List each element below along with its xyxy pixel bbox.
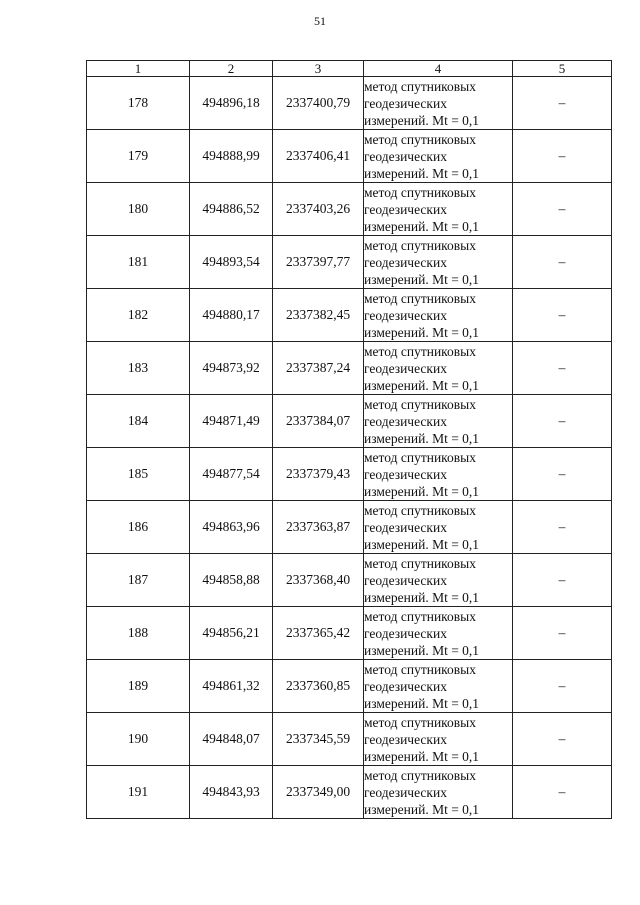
column-5-cell: –	[513, 766, 612, 819]
method-line: метод спутниковых	[364, 767, 476, 783]
method-line: измерений. Mt = 0,1	[364, 377, 480, 393]
point-number-cell: 191	[87, 766, 190, 819]
method-line: метод спутниковых	[364, 237, 476, 253]
method-line: геодезических	[364, 95, 447, 111]
x-coordinate-cell: 494886,52	[190, 183, 273, 236]
column-header: 1	[87, 61, 190, 77]
column-5-cell: –	[513, 289, 612, 342]
method-cell	[364, 289, 513, 342]
x-coordinate-cell: 494877,54	[190, 448, 273, 501]
y-coordinate-cell: 2337384,07	[273, 395, 364, 448]
column-5-cell: –	[513, 130, 612, 183]
x-coordinate-cell: 494871,49	[190, 395, 273, 448]
method-cell	[364, 448, 513, 501]
column-5-cell: –	[513, 713, 612, 766]
table-row	[87, 342, 612, 395]
method-line: измерений. Mt = 0,1	[364, 748, 480, 764]
point-number-cell: 179	[87, 130, 190, 183]
method-cell	[364, 395, 513, 448]
column-5-cell: –	[513, 183, 612, 236]
x-coordinate-cell: 494893,54	[190, 236, 273, 289]
table-row	[87, 554, 612, 607]
method-line: измерений. Mt = 0,1	[364, 483, 480, 499]
x-coordinate-cell: 494843,93	[190, 766, 273, 819]
column-5-cell: –	[513, 448, 612, 501]
column-5-cell: –	[513, 607, 612, 660]
method-line: геодезических	[364, 307, 447, 323]
point-number-cell: 184	[87, 395, 190, 448]
y-coordinate-cell: 2337397,77	[273, 236, 364, 289]
method-line: геодезических	[364, 784, 447, 800]
point-number-cell: 178	[87, 77, 190, 130]
page-number: 51	[314, 14, 326, 28]
column-5-cell: –	[513, 660, 612, 713]
point-number-cell: 189	[87, 660, 190, 713]
y-coordinate-cell: 2337365,42	[273, 607, 364, 660]
column-5-cell: –	[513, 77, 612, 130]
method-cell	[364, 660, 513, 713]
y-coordinate-cell: 2337368,40	[273, 554, 364, 607]
method-line: измерений. Mt = 0,1	[364, 324, 480, 340]
method-line: геодезических	[364, 572, 447, 588]
method-cell	[364, 236, 513, 289]
method-line: геодезических	[364, 625, 447, 641]
method-line: метод спутниковых	[364, 661, 476, 677]
y-coordinate-cell: 2337406,41	[273, 130, 364, 183]
point-number-cell: 185	[87, 448, 190, 501]
x-coordinate-cell: 494861,32	[190, 660, 273, 713]
x-coordinate-cell: 494848,07	[190, 713, 273, 766]
x-coordinate-cell: 494863,96	[190, 501, 273, 554]
y-coordinate-cell: 2337363,87	[273, 501, 364, 554]
table-row	[87, 766, 612, 819]
y-coordinate-cell: 2337379,43	[273, 448, 364, 501]
method-cell	[364, 713, 513, 766]
y-coordinate-cell: 2337403,26	[273, 183, 364, 236]
method-line: метод спутниковых	[364, 449, 476, 465]
method-line: метод спутниковых	[364, 131, 476, 147]
table-row	[87, 395, 612, 448]
table-row	[87, 660, 612, 713]
method-line: метод спутниковых	[364, 555, 476, 571]
method-cell	[364, 77, 513, 130]
point-number-cell: 188	[87, 607, 190, 660]
method-cell	[364, 766, 513, 819]
table-row	[87, 183, 612, 236]
column-header: 5	[513, 61, 612, 77]
column-5-cell: –	[513, 236, 612, 289]
x-coordinate-cell: 494856,21	[190, 607, 273, 660]
method-line: измерений. Mt = 0,1	[364, 271, 480, 287]
method-line: измерений. Mt = 0,1	[364, 695, 480, 711]
column-5-cell: –	[513, 501, 612, 554]
coordinates-table	[86, 60, 612, 819]
table-row	[87, 77, 612, 130]
x-coordinate-cell: 494896,18	[190, 77, 273, 130]
point-number-cell: 187	[87, 554, 190, 607]
method-line: измерений. Mt = 0,1	[364, 642, 480, 658]
column-5-cell: –	[513, 554, 612, 607]
point-number-cell: 182	[87, 289, 190, 342]
method-line: геодезических	[364, 678, 447, 694]
column-5-cell: –	[513, 342, 612, 395]
table-row	[87, 130, 612, 183]
x-coordinate-cell: 494858,88	[190, 554, 273, 607]
column-5-cell: –	[513, 395, 612, 448]
method-cell	[364, 183, 513, 236]
table-row	[87, 448, 612, 501]
method-cell	[364, 342, 513, 395]
method-line: измерений. Mt = 0,1	[364, 165, 480, 181]
method-line: метод спутниковых	[364, 343, 476, 359]
method-line: геодезических	[364, 731, 447, 747]
method-line: метод спутниковых	[364, 608, 476, 624]
y-coordinate-cell: 2337345,59	[273, 713, 364, 766]
method-line: геодезических	[364, 201, 447, 217]
point-number-cell: 190	[87, 713, 190, 766]
method-line: геодезических	[364, 148, 447, 164]
method-cell	[364, 607, 513, 660]
y-coordinate-cell: 2337400,79	[273, 77, 364, 130]
column-header: 3	[273, 61, 364, 77]
point-number-cell: 181	[87, 236, 190, 289]
y-coordinate-cell: 2337349,00	[273, 766, 364, 819]
x-coordinate-cell: 494888,99	[190, 130, 273, 183]
y-coordinate-cell: 2337360,85	[273, 660, 364, 713]
method-line: геодезических	[364, 413, 447, 429]
method-line: метод спутниковых	[364, 714, 476, 730]
table-row	[87, 501, 612, 554]
method-line: измерений. Mt = 0,1	[364, 536, 480, 552]
method-line: измерений. Mt = 0,1	[364, 589, 480, 605]
method-line: метод спутниковых	[364, 184, 476, 200]
method-line: измерений. Mt = 0,1	[364, 112, 480, 128]
method-line: геодезических	[364, 519, 447, 535]
method-line: метод спутниковых	[364, 78, 476, 94]
point-number-cell: 180	[87, 183, 190, 236]
table-row	[87, 289, 612, 342]
table-row	[87, 713, 612, 766]
method-line: метод спутниковых	[364, 290, 476, 306]
table-row	[87, 607, 612, 660]
method-line: геодезических	[364, 466, 447, 482]
table-body	[87, 77, 612, 819]
method-line: геодезических	[364, 254, 447, 270]
y-coordinate-cell: 2337387,24	[273, 342, 364, 395]
method-cell	[364, 554, 513, 607]
point-number-cell: 183	[87, 342, 190, 395]
column-header: 2	[190, 61, 273, 77]
method-cell	[364, 501, 513, 554]
method-line: геодезических	[364, 360, 447, 376]
table-row	[87, 236, 612, 289]
method-line: измерений. Mt = 0,1	[364, 430, 480, 446]
method-line: метод спутниковых	[364, 396, 476, 412]
method-cell	[364, 130, 513, 183]
column-header: 4	[364, 61, 513, 77]
table-header-row	[87, 61, 612, 77]
x-coordinate-cell: 494873,92	[190, 342, 273, 395]
y-coordinate-cell: 2337382,45	[273, 289, 364, 342]
method-line: метод спутниковых	[364, 502, 476, 518]
point-number-cell: 186	[87, 501, 190, 554]
method-line: измерений. Mt = 0,1	[364, 801, 480, 817]
method-line: измерений. Mt = 0,1	[364, 218, 480, 234]
x-coordinate-cell: 494880,17	[190, 289, 273, 342]
